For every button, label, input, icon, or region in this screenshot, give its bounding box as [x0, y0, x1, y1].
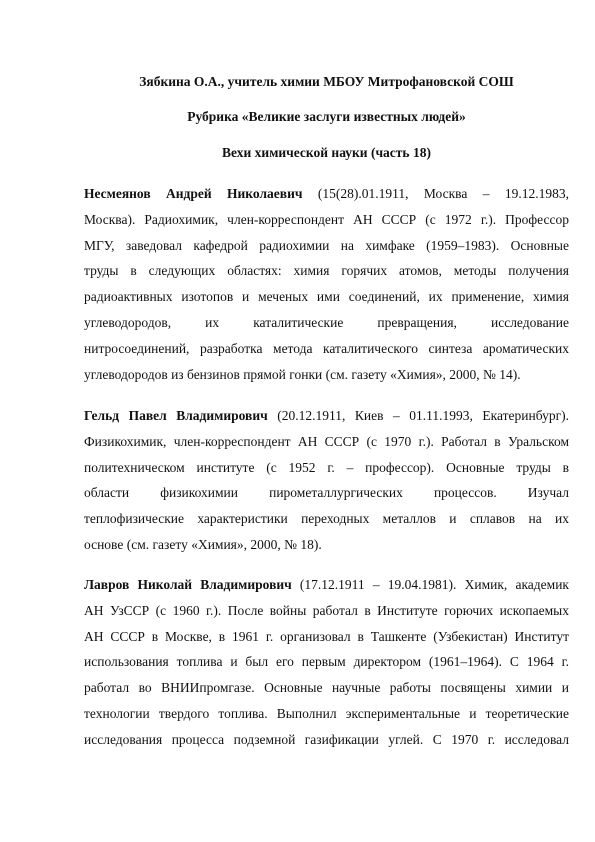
entry-line: нитросоединений, разработка метода каталитического синтеза ароматических [84, 340, 569, 356]
entry-line: труды в следующих областях: химия горячих атомов, методы получения [84, 263, 569, 279]
entry-text: (15(28).01.1911, Москва – 19.12.1983, [302, 186, 569, 201]
entry-line: исследования процесса подземной газификации углей. С 1970 г. исследовал [84, 731, 569, 747]
person-name: Гельд Павел Владимирович [84, 408, 268, 423]
entry-line: основе (см. газету «Химия», 2000, № 18). [84, 536, 322, 552]
rubric-line: Рубрика «Великие заслуги известных людей» [187, 109, 466, 124]
entry-geld [84, 403, 569, 558]
entry-line: углеводородов, их каталитические превращения, исследование [84, 314, 569, 330]
entry-line: области физикохимии пирометаллургических процессов. Изучал [84, 485, 569, 501]
entry-line: политехническом институте (с 1952 г. – профессор). Основные труды в [84, 459, 569, 475]
person-name: Несмеянов Андрей Николаевич [84, 186, 303, 201]
entry-line [84, 572, 569, 598]
entry-line: технологии твердого топлива. Выполнил экспериментальные и теоретические [84, 705, 569, 721]
entry-text: (17.12.1911 – 19.04.1981). Химик, академик [291, 577, 569, 592]
entry-line: Москва). Радиохимик, член-корреспондент АН СССР (с 1972 г.). Профессор [84, 211, 569, 227]
entry-line: АН УзССР (с 1960 г.). После войны работал в Институте горючих ископаемых [84, 602, 569, 618]
person-name: Лавров Николай Владимирович [84, 577, 292, 592]
entry-line: использования топлива и был его первым директором (1961–1964). С 1964 г. [84, 654, 569, 670]
author-line: Зябкина О.А., учитель химии МБОУ Митрофановской СОШ [139, 74, 514, 89]
entry-line: работал во ВНИИпромгазе. Основные научные работы посвящены химии и [84, 680, 569, 696]
entry-line: углеводородов из бензинов прямой гонки (см. газету «Химия», 2000, № 14). [84, 366, 521, 382]
entry-line: АН СССР в Москве, в 1961 г. организовал в Ташкенте (Узбекистан) Институт [84, 628, 569, 644]
entry-lavrov [84, 572, 569, 753]
entry-line: радиоактивных изотопов и меченых ими соединений, их применение, химия [84, 289, 569, 305]
entry-line [84, 181, 569, 207]
entry-line [84, 403, 569, 429]
entry-line: Физикохимик, член-корреспондент АН СССР (с 1970 г.). Работал в Уральском [84, 433, 569, 449]
entry-text: (20.12.1911, Киев – 01.11.1993, Екатеринбург). [267, 408, 569, 423]
entry-nesmeyanov [84, 181, 569, 387]
entry-line: МГУ, заведовал кафедрой радиохимии на химфаке (1959–1983). Основные [84, 237, 569, 253]
entry-line: теплофизические характеристики переходных металлов и сплавов на их [84, 511, 569, 527]
article-title: Вехи химической науки (часть 18) [222, 145, 431, 160]
